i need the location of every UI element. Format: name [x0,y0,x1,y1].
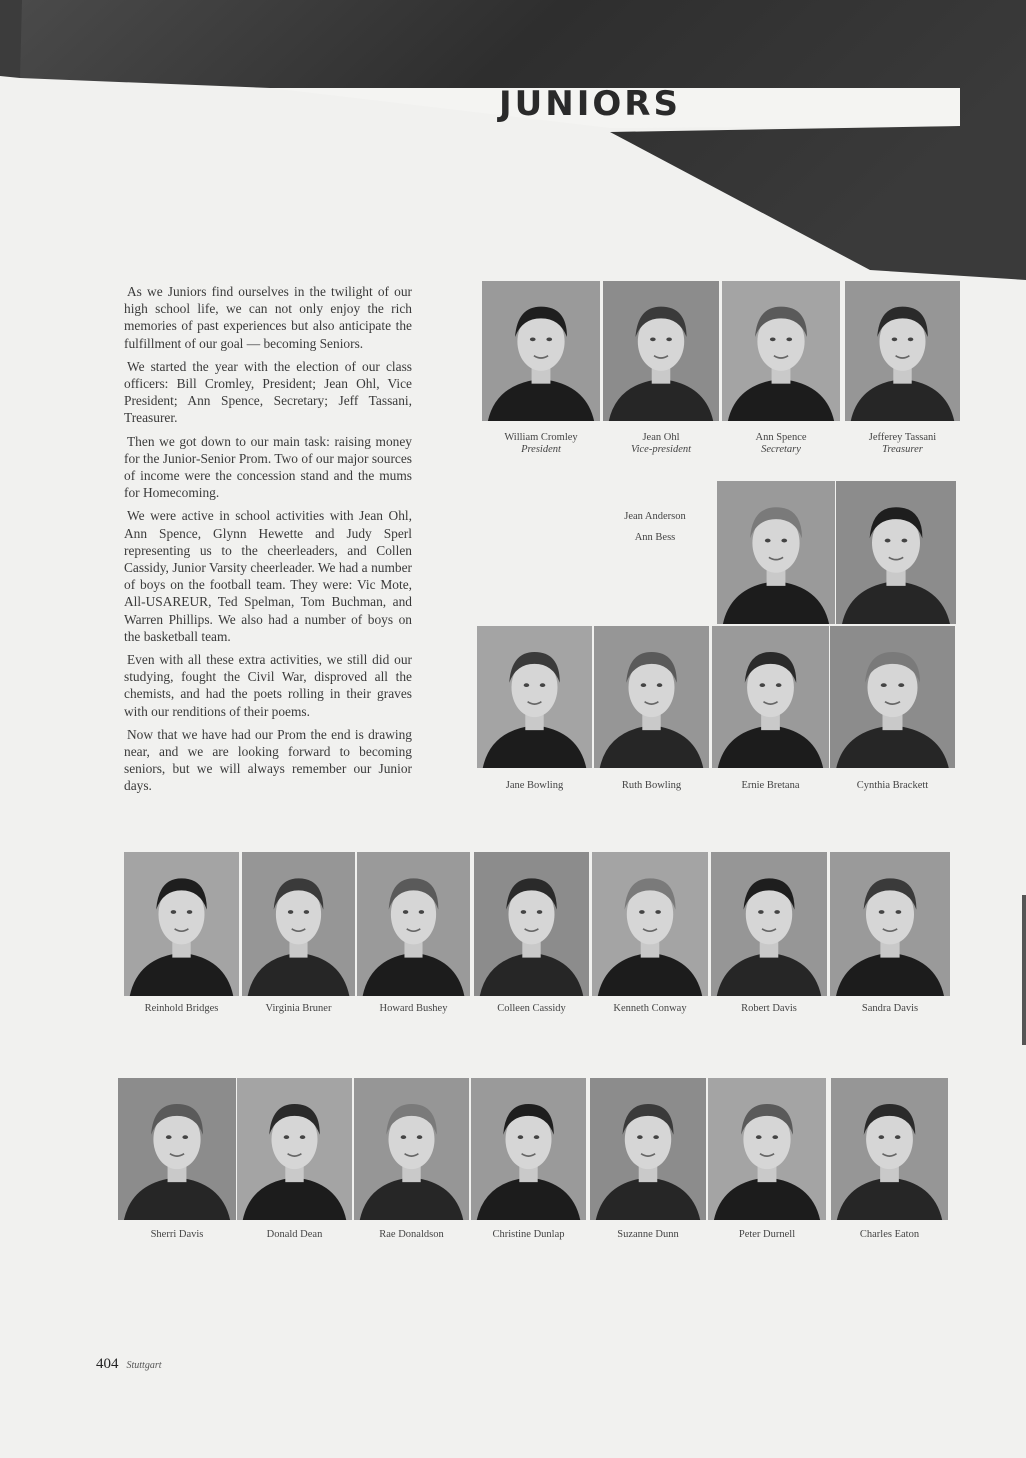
intro-paragraph: Then we got down to our main task: raising money for the Junior-Senior Prom. Two of our major sources of income were the concession stand and the mums for Homecoming. [124,433,412,501]
student-portrait [831,1078,948,1220]
student-portrait [118,1078,236,1220]
student-name: Howard Bushey [379,1003,448,1014]
intro-paragraph: We were active in school activities with Jean Ohl, Ann Spence, Glynn Hewette and Judy Sperl representing us to the cheerleaders, and Collen Cassidy, Junior Varsity cheerleader. We had a number of boys on the football team. They were: Vic Mote, All-USAREUR, Ted Spelman, Tom Buchman, and Warren Phillips. We also had a number of boys on the basketball team. [124,508,412,644]
officer-role: Treasurer [882,444,923,455]
student-name: Cynthia Brackett [856,780,929,791]
student-name: Sherri Davis [150,1229,204,1240]
student-portrait [471,1078,586,1220]
book-name: Stuttgart [126,1360,162,1371]
portrait-caption [108,1229,246,1241]
portrait-caption [712,432,850,456]
student-portrait [594,626,709,768]
student-name: Jean Ohl [642,432,680,443]
intro-paragraph: We started the year with the election of our class officers: Bill Cromley, President; Jean Ohl, Vice President; Ann Spence, Secretary; Jeff Tassani, Treasurer. [124,358,412,426]
student-name: Ann Spence [755,432,807,443]
student-portrait [836,481,956,624]
student-name: Suzanne Dunn [617,1229,679,1240]
portrait-caption [344,1229,479,1241]
page-number: 404 [96,1356,119,1372]
student-name: Virginia Bruner [265,1003,332,1014]
portrait-caption [472,432,610,456]
unpictured-name: Jean Anderson [624,511,686,522]
student-portrait [590,1078,706,1220]
portrait-caption [698,1229,836,1241]
portrait-caption [580,1229,716,1241]
portrait-caption [821,1229,958,1241]
student-name: William Cromley [504,432,578,443]
student-portrait [717,481,835,624]
unpictured-names [590,506,720,548]
portrait-caption [820,780,965,792]
student-portrait [830,852,950,996]
portrait-caption [464,1003,599,1015]
student-name: Charles Eaton [859,1229,920,1240]
student-portrait [474,852,589,996]
portrait-caption [232,1003,365,1015]
student-portrait [242,852,355,996]
student-name: Sandra Davis [861,1003,919,1014]
intro-paragraph: Even with all these extra activities, we still did our studying, fought the Civil War, disproved all the chemists, and had the poets rolling in their graves with our renditions of their poems. [124,652,412,719]
student-name: Jefferey Tassani [868,432,937,443]
student-portrait [237,1078,352,1220]
student-portrait [592,852,708,996]
intro-text [124,283,412,801]
student-name: Ruth Bowling [621,780,682,791]
officer-role: Vice-president [630,444,692,455]
student-portrait [124,852,239,996]
portrait-caption [701,1003,837,1015]
unpictured-name: Ann Bess [634,532,676,543]
student-name: Rae Donaldson [379,1229,444,1240]
portrait-caption [702,780,839,792]
page-title: JUNIORS [499,84,681,124]
student-portrait [482,281,600,421]
intro-paragraph: Now that we have had our Prom the end is drawing near, and we are looking forward to becoming seniors, but we will always remember our Junior days. [124,726,412,794]
title-banner [0,0,1026,280]
student-name: Colleen Cassidy [497,1003,566,1014]
portrait-caption [347,1003,480,1015]
portrait-caption [835,432,970,456]
student-name: Kenneth Conway [613,1003,687,1014]
student-name: Ernie Bretana [741,780,800,791]
student-portrait [708,1078,826,1220]
portrait-caption [227,1229,362,1241]
portrait-caption [467,780,602,792]
student-portrait [830,626,955,768]
portrait-caption [584,780,719,792]
student-portrait [845,281,960,421]
student-portrait [711,852,827,996]
student-name: Robert Davis [741,1003,797,1014]
student-name: Reinhold Bridges [144,1003,219,1014]
officer-role: Secretary [761,444,801,455]
intro-paragraph: As we Juniors find ourselves in the twilight of our high school life, we can not only enjoy the rich memories of past experiences but also anticipate the fulfillment of our goal — becoming Seniors. [124,284,412,351]
student-name: Donald Dean [266,1229,323,1240]
student-portrait [477,626,592,768]
portrait-caption [582,1003,718,1015]
edge-mark [1022,895,1026,1045]
student-portrait [722,281,840,421]
student-name: Jane Bowling [505,780,564,791]
student-portrait [354,1078,469,1220]
student-name: Christine Dunlap [492,1229,565,1240]
student-portrait [357,852,470,996]
portrait-caption [114,1003,249,1015]
portrait-caption [461,1229,596,1241]
student-portrait [712,626,829,768]
student-name: Peter Durnell [738,1229,796,1240]
portrait-caption [820,1003,960,1015]
officer-role: President [521,444,561,455]
portrait-caption [593,432,729,456]
student-portrait [603,281,719,421]
page-footer [96,1356,162,1373]
